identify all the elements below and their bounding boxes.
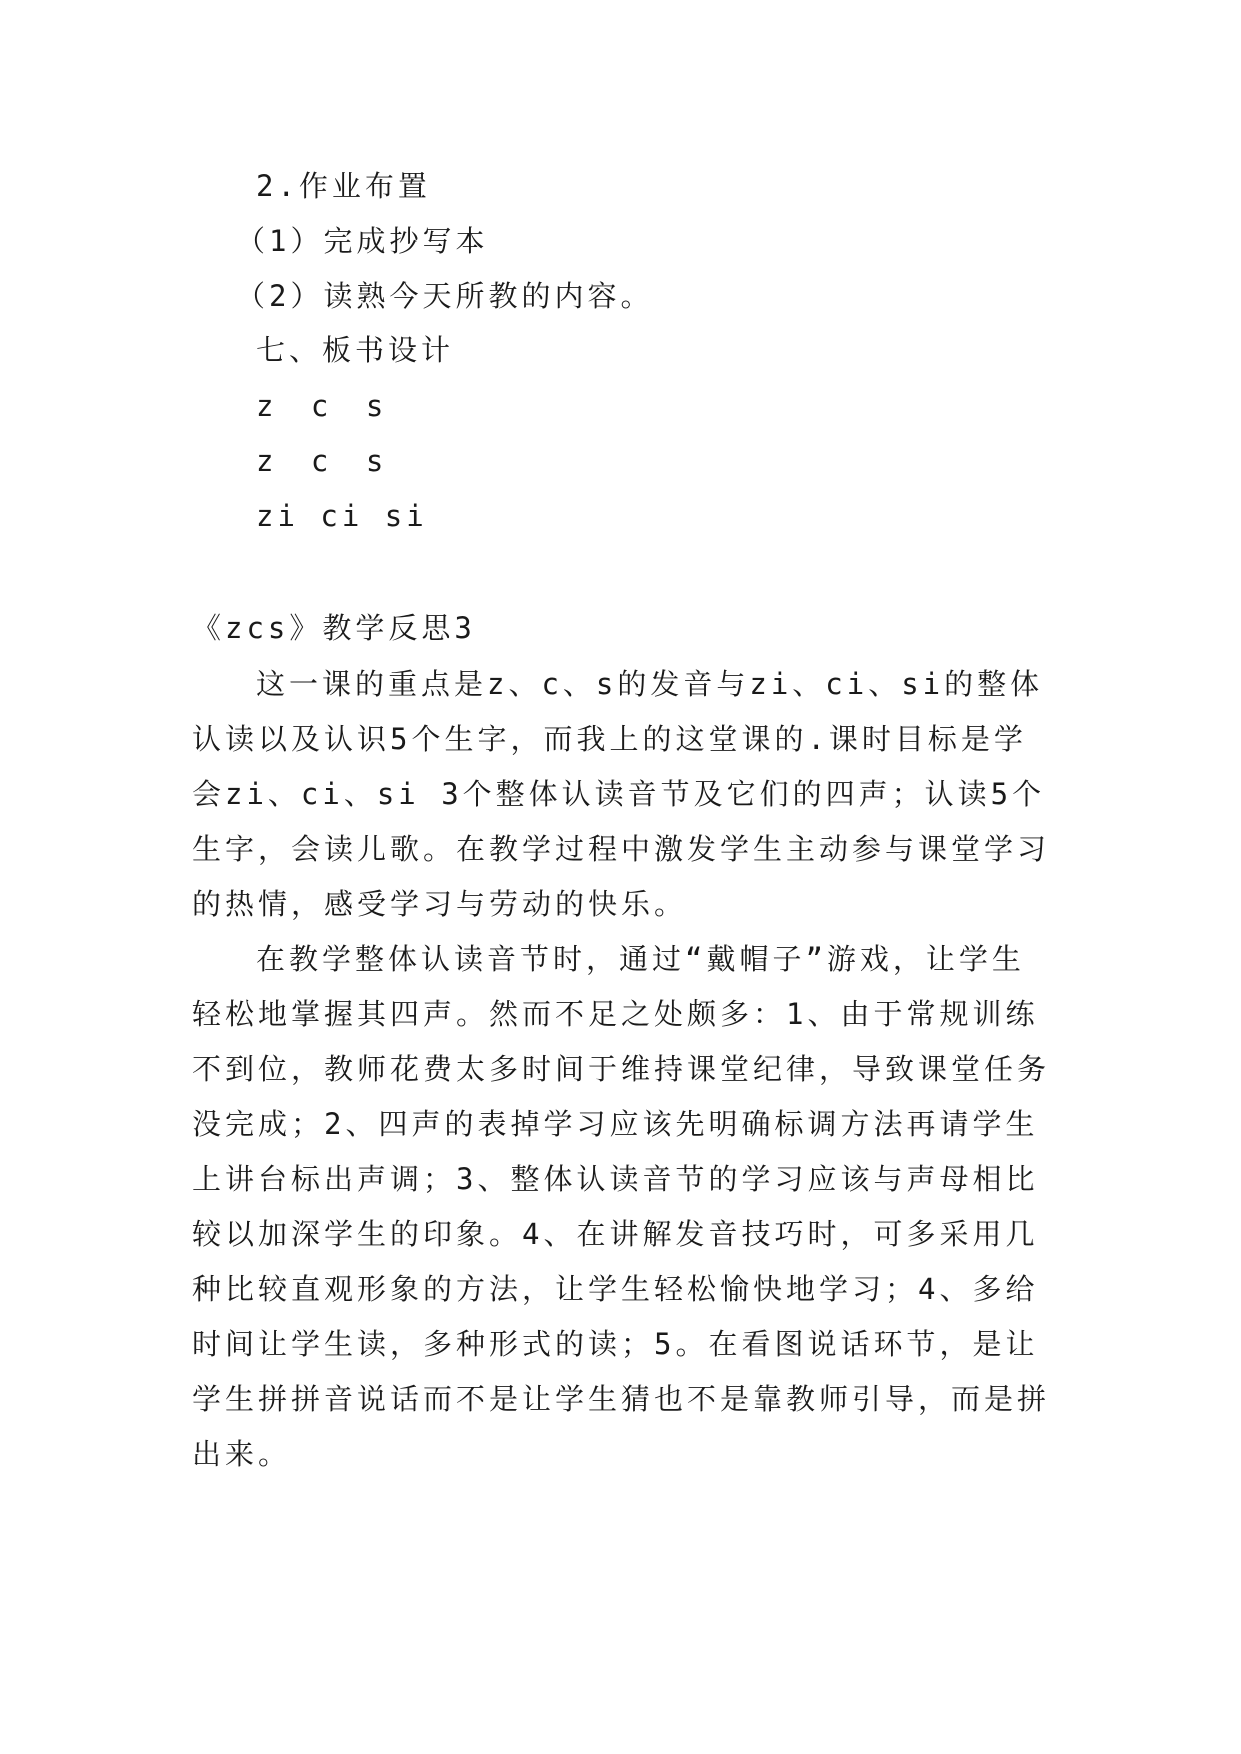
reflection-para1-line: 会zi、ci、si 3个整体认读音节及它们的四声；认读5个 [192, 777, 1046, 811]
reflection-para1-line: 认读以及认识5个生字，而我上的这堂课的.课时目标是学 [192, 722, 1027, 756]
reflection-para2-line: 时间让学生读，多种形式的读；5。在看图说话环节，是让 [192, 1327, 1039, 1361]
reflection-para2-line: 种比较直观形象的方法，让学生轻松愉快地学习；4、多给 [192, 1272, 1039, 1306]
homework-heading: 2.作业布置 [256, 169, 431, 203]
board-line-3: zi ci si [256, 499, 428, 533]
board-line-2: z c s [256, 444, 394, 478]
reflection-para2-line: 学生拼拼音说话而不是让学生猜也不是靠教师引导，而是拼 [192, 1382, 1051, 1416]
reflection-para2-line: 没完成；2、四声的表掉学习应该先明确标调方法再请学生 [192, 1107, 1039, 1141]
reflection-para2-line: 上讲台标出声调；3、整体认读音节的学习应该与声母相比 [192, 1162, 1039, 1196]
board-line-1: z c s [256, 389, 394, 423]
reflection-para2-line: 出来。 [192, 1437, 292, 1471]
reflection-para2-line: 较以加深学生的印象。4、在讲解发音技巧时，可多采用几 [192, 1217, 1039, 1251]
reflection-para1-line: 这一课的重点是z、c、s的发音与zi、ci、si的整体 [256, 667, 1044, 701]
homework-item-1: （1）完成抄写本 [236, 224, 489, 258]
reflection-title: 《zcs》教学反思3 [192, 611, 476, 645]
reflection-para2-line: 在教学整体认读音节时，通过“戴帽子”游戏，让学生 [256, 942, 1025, 976]
homework-item-2: （2）读熟今天所教的内容。 [236, 279, 654, 313]
reflection-para1-line: 的热情，感受学习与劳动的快乐。 [192, 887, 688, 921]
reflection-para2-line: 轻松地掌握其四声。然而不足之处颇多：1、由于常规训练 [192, 997, 1039, 1031]
reflection-para2-line: 不到位，教师花费太多时间于维持课堂纪律，导致课堂任务 [192, 1052, 1051, 1086]
board-design-heading: 七、板书设计 [256, 333, 455, 367]
reflection-para1-line: 生字，会读儿歌。在教学过程中激发学生主动参与课堂学习 [192, 832, 1051, 866]
